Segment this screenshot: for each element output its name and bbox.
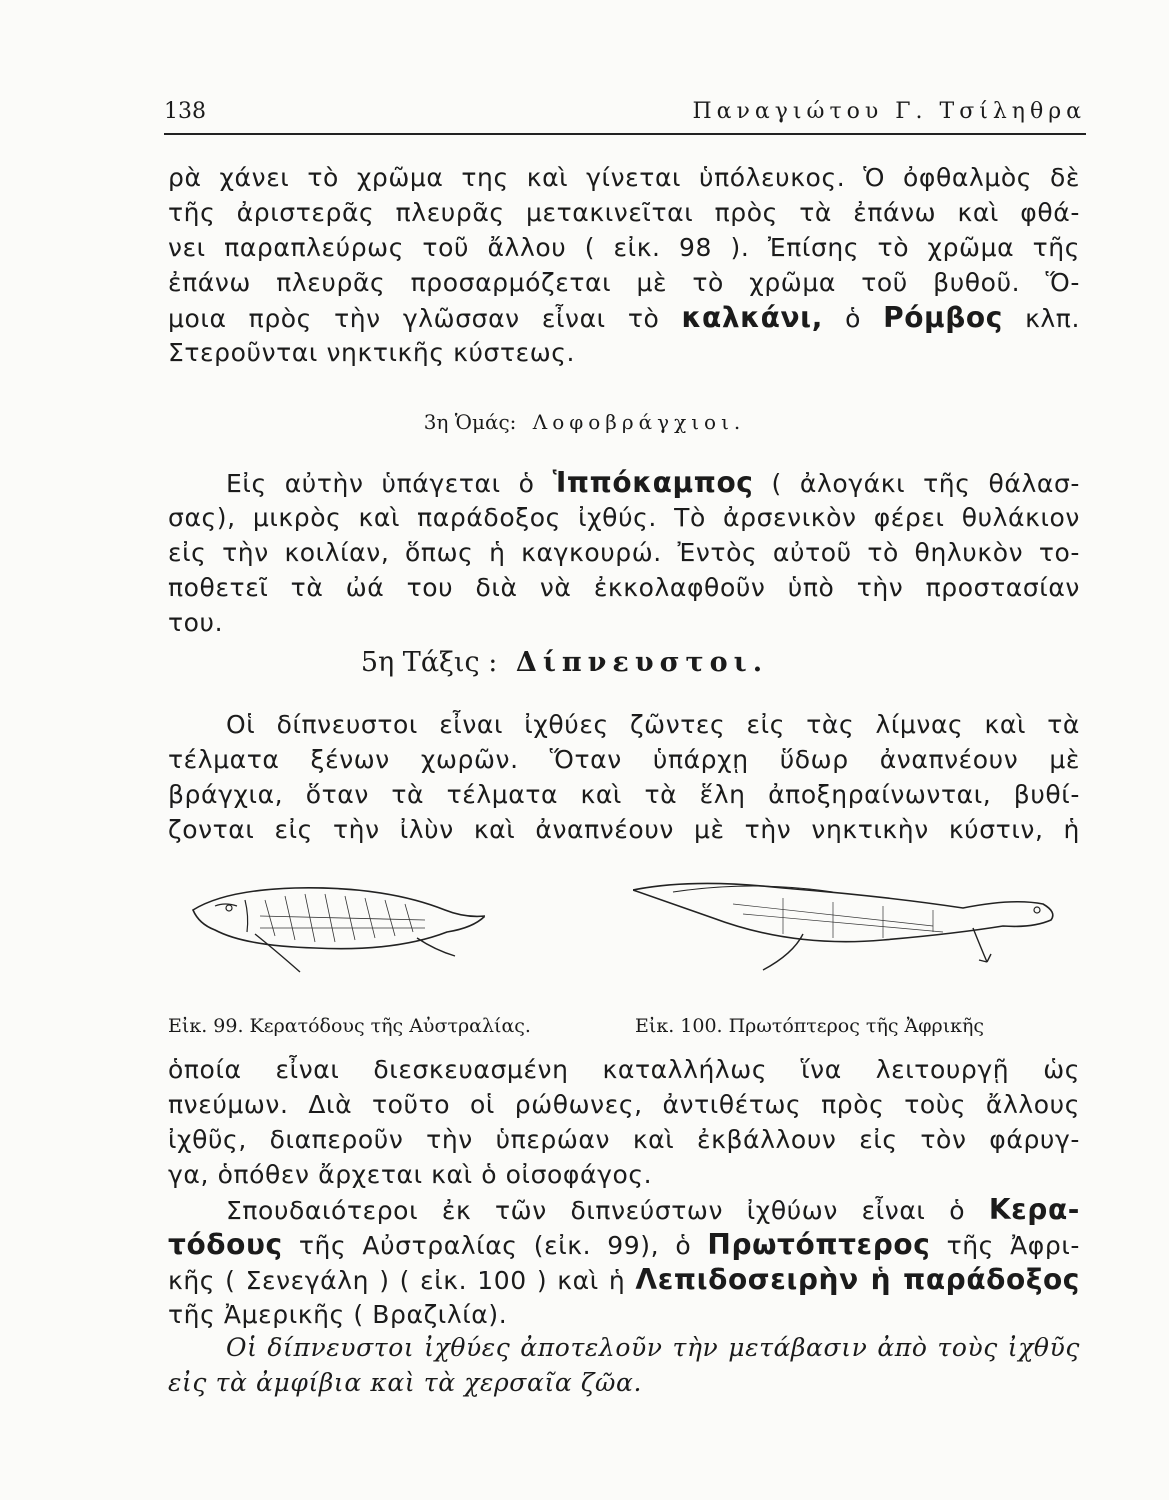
term-rombos: Ρόμβος (883, 301, 1003, 334)
text-run: ὁ (845, 304, 861, 333)
text-line: τῆς Ἀμερικῆς ( Βραζιλία). (168, 1300, 508, 1329)
figures-row (185, 870, 1065, 980)
text-line (168, 1262, 1080, 1297)
paragraph-lungfish-species (168, 1192, 1080, 1332)
text-run: μοια πρὸς τὴν γλῶσσαν εἶναι τὸ (168, 304, 660, 333)
term-hippocampus: Ἱππόκαμπος (552, 466, 754, 499)
text-line: εἰς τὴν κοιλίαν, ὅπως ἡ καγκουρώ. Ἐντὸς αὐτοῦ τὸ θηλυκὸν το- (168, 538, 1080, 567)
text-line: ἰχθῦς, διαπεροῦν τὴν ὑπερώαν καὶ ἐκβάλλουν εἰς τὸν φάρυγ- (168, 1125, 1080, 1154)
text-run: Σπουδαιότεροι ἐκ τῶν διπνεύστων ἰχθύων εἶναι ὁ (226, 1196, 966, 1225)
text-line: Οἱ δίπνευστοι εἶναι ἰχθύες ζῶντες εἰς τὰς λίμνας καὶ τὰ (226, 710, 1080, 739)
text-line: ὁποία εἶναι διεσκευασμένη καταλλήλως ἵνα λειτουργῇ ὡς (168, 1055, 1080, 1084)
italic-summary-note (168, 1330, 1080, 1400)
text-line: του. (168, 608, 224, 637)
text-run: ( ἀλογάκι τῆς θάλασ- (771, 469, 1081, 498)
term-lepidosiren: Λεπιδοσειρὴν ἡ παράδοξος (635, 1263, 1081, 1296)
term-kalkani: καλκάνι, (681, 301, 823, 334)
text-line: ρὰ χάνει τὸ χρῶμα της καὶ γίνεται ὑπόλευκος. Ὁ ὀφθαλμὸς δὲ (168, 163, 1080, 192)
text-line: ζονται εἰς τὴν ἰλὺν καὶ ἀναπνέουν μὲ τὴν νηκτικὴν κύστιν, ἡ (168, 815, 1080, 844)
class-name: Δίπνευστοι. (515, 647, 769, 678)
text-line (168, 300, 1080, 335)
figure-caption-100: Εἰκ. 100. Πρωτόπτερος τῆς Ἀφρικῆς (635, 1015, 985, 1037)
paragraph-lungfish-intro (168, 707, 1080, 847)
text-line: εἰς τὰ ἀμφίβια καὶ τὰ χερσαῖα ζῶα. (168, 1368, 643, 1397)
text-line: τῆς ἀριστερᾶς πλευρᾶς μετακινεῖται πρὸς τὰ ἐπάνω καὶ φθά- (168, 198, 1080, 227)
paragraph-lungfish-lungs (168, 1052, 1080, 1192)
text-line: Οἱ δίπνευστοι ἰχθύες ἀποτελοῦν τὴν μετάβασιν ἀπὸ τοὺς ἰχθῦς (226, 1333, 1080, 1362)
term-ceratodus-end: τόδους (168, 1228, 283, 1261)
term-protopterus: Πρωτόπτερος (707, 1228, 931, 1261)
page-number: 138 (164, 99, 206, 124)
figure-caption-99: Εἰκ. 99. Κερατόδους τῆς Αὐστραλίας. (168, 1015, 531, 1037)
text-line: ποθετεῖ τὰ ὠά του διὰ νὰ ἐκκολαφθοῦν ὑπὸ τὴν προστασίαν (168, 573, 1080, 602)
text-run: Εἰς αὐτὴν ὑπάγεται ὁ (226, 469, 535, 498)
text-run: κλπ. (1025, 304, 1080, 333)
text-line: ἐπάνω πλευρᾶς προσαρμόζεται μὲ τὸ χρῶμα τοῦ βυθοῦ. Ὅ- (168, 268, 1080, 297)
text-line (168, 1227, 1080, 1262)
text-line: τέλματα ξένων χωρῶν. Ὅταν ὑπάρχῃ ὕδωρ ἀναπνέουν μὲ (168, 745, 1080, 774)
class-heading (0, 647, 1149, 678)
text-line (168, 465, 1080, 500)
text-line (168, 1192, 1080, 1227)
text-run: κῆς ( Σενεγάλη ) ( εἰκ. 100 ) καὶ ἡ (168, 1266, 626, 1295)
lungfish-ceratodus-illustration (185, 870, 485, 980)
class-label: 5η Τάξις : (360, 647, 498, 678)
text-run: τῆς Αὐστραλίας (εἰκ. 99), ὁ (298, 1231, 692, 1260)
text-line: πνεύμων. Διὰ τοῦτο οἱ ρώθωνες, ἀντιθέτως πρὸς τοὺς ἄλλους (168, 1090, 1080, 1119)
text-run: τῆς Ἀφρι- (946, 1231, 1081, 1260)
running-head: Παναγιώτου Γ. Τσίληθρα (692, 99, 1086, 124)
group-label: 3η Ὁμάς: (423, 410, 517, 434)
paragraph-seahorse (168, 465, 1080, 640)
lungfish-protopterus-illustration (633, 870, 1063, 980)
text-line: γα, ὁπόθεν ἄρχεται καὶ ὁ οἰσοφάγος. (168, 1160, 653, 1189)
text-line: σας), μικρὸς καὶ παράδοξος ἰχθύς. Τὸ ἀρσενικὸν φέρει θυλάκιον (168, 503, 1080, 532)
group-name: Λοφοβράγχιοι. (532, 410, 746, 434)
paragraph-flatfish (168, 160, 1080, 370)
page-header (164, 97, 1086, 135)
text-line: βράγχια, ὅταν τὰ τέλματα καὶ τὰ ἕλη ἀποξηραίνωνται, βυθί- (168, 780, 1080, 809)
text-line: Στεροῦνται νηκτικῆς κύστεως. (168, 338, 576, 367)
text-line: νει παραπλεύρως τοῦ ἄλλου ( εἰκ. 98 ). Ἐπίσης τὸ χρῶμα τῆς (168, 233, 1080, 262)
term-ceratodus-start: Κερα- (988, 1193, 1080, 1226)
group-heading (0, 410, 1169, 434)
